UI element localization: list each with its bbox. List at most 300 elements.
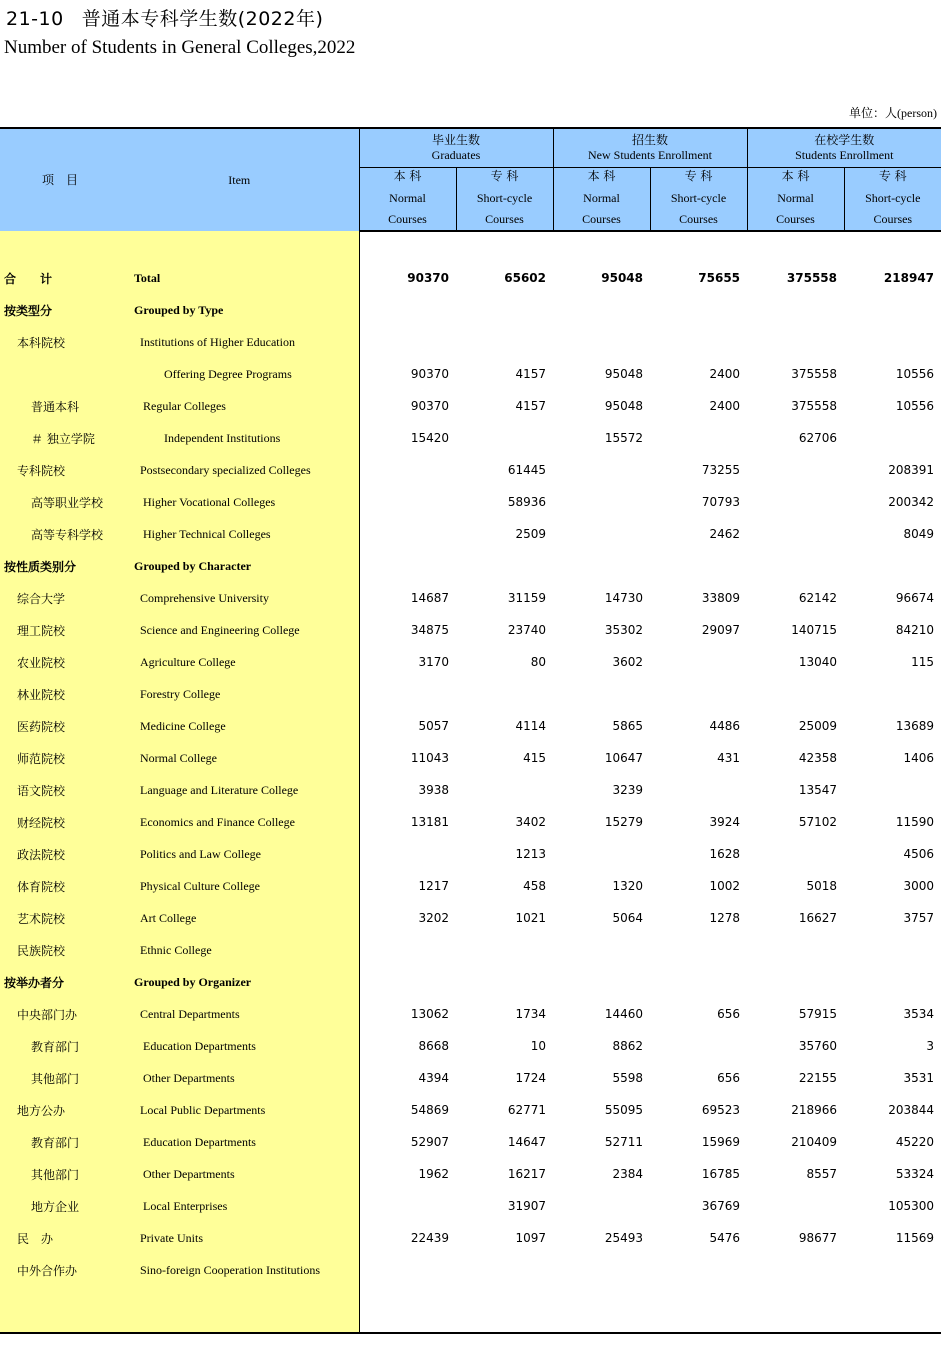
value-cell: [359, 966, 456, 998]
value-cell: 52907: [410, 1135, 449, 1149]
unit-label: [849, 104, 937, 121]
row-label-zh: 合 计: [0, 262, 120, 294]
row-label-zh: 医药院校: [0, 710, 120, 742]
value-cell: 4394: [418, 1071, 449, 1085]
value-cell: [359, 454, 456, 486]
sub-header-en2: Courses: [776, 211, 815, 226]
table-row: [0, 1126, 941, 1158]
value-cell: 3924: [709, 815, 741, 829]
value-cell: [747, 454, 844, 486]
spacer-cell: [456, 231, 553, 262]
value-cell: 73255: [701, 463, 741, 477]
row-label-zh: 高等专科学校: [0, 518, 120, 550]
value-cell: [650, 1254, 747, 1286]
value-cell: 33809: [701, 591, 741, 605]
sub-header-zh: 本 科: [587, 168, 616, 183]
value-cell: [844, 678, 941, 710]
row-label-zh: 体育院校: [0, 870, 120, 902]
header-short-cycle-courses: [650, 168, 747, 232]
value-cell: [747, 678, 844, 710]
value-cell: 45220: [895, 1135, 935, 1149]
value-cell: 140715: [791, 623, 838, 637]
value-cell: 210409: [791, 1135, 838, 1149]
table-body: [0, 231, 941, 1333]
value-cell: 10556: [895, 367, 935, 381]
value-cell: [553, 454, 650, 486]
group-zh: 毕业生数: [431, 133, 480, 147]
row-label-zh: [0, 358, 120, 390]
value-cell: [553, 838, 650, 870]
value-cell: 57102: [798, 815, 838, 829]
value-cell: 13181: [410, 815, 449, 829]
header-group-graduates: [359, 128, 553, 168]
header-normal-courses: [747, 168, 844, 232]
value-cell: 1724: [515, 1071, 546, 1085]
value-cell: 16785: [701, 1167, 741, 1181]
value-cell: [747, 486, 844, 518]
padding-cell: [0, 1286, 120, 1333]
row-label-en: Grouped by Type: [120, 294, 359, 326]
value-cell: 11043: [410, 751, 449, 765]
value-cell: [553, 1254, 650, 1286]
row-label-en: Comprehensive University: [120, 582, 359, 614]
value-cell: 10: [530, 1039, 546, 1053]
value-cell: [650, 1030, 747, 1062]
value-cell: 10647: [604, 751, 643, 765]
value-cell: [456, 966, 553, 998]
table-row: [0, 1094, 941, 1126]
value-cell: 4114: [515, 719, 546, 733]
value-cell: 218947: [883, 271, 935, 285]
row-label-en: Local Enterprises: [120, 1190, 359, 1222]
value-cell: 8862: [612, 1039, 643, 1053]
row-label-en: Central Departments: [120, 998, 359, 1030]
value-cell: [650, 966, 747, 998]
value-cell: 656: [717, 1071, 741, 1085]
value-cell: 95048: [601, 271, 643, 285]
table-row: [0, 358, 941, 390]
table-row: [0, 1062, 941, 1094]
sub-header-en2: Courses: [873, 211, 913, 226]
value-cell: [650, 774, 747, 806]
group-en: Graduates: [431, 148, 481, 162]
value-cell: [844, 326, 941, 358]
value-cell: 1217: [418, 879, 449, 893]
value-cell: 4506: [903, 847, 935, 861]
value-cell: [359, 486, 456, 518]
title-zh-text: 普通本专科学生数(2022年): [81, 8, 324, 30]
value-cell: 3402: [515, 815, 546, 829]
row-label-en: Sino-foreign Cooperation Institutions: [120, 1254, 359, 1286]
value-cell: 4486: [709, 719, 741, 733]
sub-header-en2: Courses: [485, 211, 524, 226]
value-cell: [553, 326, 650, 358]
value-cell: 8557: [806, 1167, 838, 1181]
unit-zh: 单位：人: [849, 106, 898, 120]
header-group-enrollment: [747, 128, 941, 168]
row-label-zh: 普通本科: [0, 390, 120, 422]
value-cell: [844, 422, 941, 454]
table-row: [0, 614, 941, 646]
sub-header-zh: 专 科: [684, 168, 713, 183]
value-cell: 22439: [410, 1231, 449, 1245]
group-zh: 在校学生数: [814, 133, 875, 147]
spacer-cell: [650, 231, 747, 262]
value-cell: 656: [717, 1007, 741, 1021]
value-cell: 2384: [612, 1167, 643, 1181]
value-cell: 54869: [410, 1103, 449, 1117]
value-cell: [553, 518, 650, 550]
value-cell: 84210: [895, 623, 935, 637]
value-cell: [553, 966, 650, 998]
value-cell: 8668: [418, 1039, 449, 1053]
header-item-en: Item: [120, 128, 359, 231]
value-cell: 16627: [798, 911, 838, 925]
padding-cell: [553, 1286, 650, 1333]
value-cell: 1628: [709, 847, 741, 861]
value-cell: 69523: [701, 1103, 741, 1117]
value-cell: 1002: [709, 879, 741, 893]
row-label-zh: 语文院校: [0, 774, 120, 806]
value-cell: 13062: [410, 1007, 449, 1021]
sub-header-en1: Short-cycle: [476, 190, 533, 205]
row-label-zh: 教育部门: [0, 1030, 120, 1062]
row-label-zh: 本科院校: [0, 326, 120, 358]
row-label-en: Ethnic College: [120, 934, 359, 966]
row-label-en: Higher Vocational Colleges: [120, 486, 359, 518]
table-row: [0, 1222, 941, 1254]
unit-en: (person): [897, 106, 937, 120]
value-cell: 208391: [888, 463, 935, 477]
spacer-cell: [120, 231, 359, 262]
group-zh: 招生数: [632, 133, 669, 147]
value-cell: [747, 966, 844, 998]
value-cell: [359, 934, 456, 966]
value-cell: 90370: [407, 271, 449, 285]
value-cell: 2400: [709, 399, 741, 413]
spacer-cell: [553, 231, 650, 262]
row-label-en: Education Departments: [120, 1126, 359, 1158]
value-cell: 1021: [515, 911, 546, 925]
value-cell: 58936: [507, 495, 546, 509]
header-normal-courses: [359, 168, 456, 232]
row-label-en: Politics and Law College: [120, 838, 359, 870]
value-cell: [359, 550, 456, 582]
spacer-cell: [0, 231, 120, 262]
table-row: [0, 742, 941, 774]
table-row: [0, 486, 941, 518]
row-label-zh: 政法院校: [0, 838, 120, 870]
value-cell: 115: [911, 655, 935, 669]
value-cell: 105300: [888, 1199, 935, 1213]
header-short-cycle-courses: [456, 168, 553, 232]
row-label-en: Economics and Finance College: [120, 806, 359, 838]
table-header: [0, 128, 941, 231]
value-cell: 13689: [895, 719, 935, 733]
value-cell: [844, 294, 941, 326]
value-cell: 5064: [612, 911, 643, 925]
page-title-zh: [6, 4, 323, 31]
value-cell: 62706: [798, 431, 838, 445]
value-cell: 61445: [507, 463, 546, 477]
value-cell: [650, 294, 747, 326]
value-cell: 4157: [515, 367, 546, 381]
row-label-zh: 按性质类别分: [0, 550, 120, 582]
value-cell: [359, 678, 456, 710]
value-cell: 3534: [903, 1007, 935, 1021]
value-cell: 75655: [698, 271, 741, 285]
table-row: [0, 838, 941, 870]
value-cell: 10556: [895, 399, 935, 413]
table-row: [0, 806, 941, 838]
sub-header-zh: 本 科: [781, 168, 810, 183]
value-cell: 3170: [418, 655, 449, 669]
value-cell: [747, 518, 844, 550]
value-cell: [553, 934, 650, 966]
table-row: [0, 1030, 941, 1062]
header-group-new-enrollment: [553, 128, 747, 168]
row-label-zh: 财经院校: [0, 806, 120, 838]
sub-header-en1: Short-cycle: [865, 190, 921, 205]
row-label-en: Art College: [120, 902, 359, 934]
data-table: [0, 127, 941, 1334]
value-cell: [844, 1254, 941, 1286]
value-cell: [359, 294, 456, 326]
value-cell: [747, 838, 844, 870]
padding-cell: [456, 1286, 553, 1333]
value-cell: [359, 1190, 456, 1222]
value-cell: [747, 326, 844, 358]
row-label-en: Grouped by Organizer: [120, 966, 359, 998]
row-label-zh: 其他部门: [0, 1062, 120, 1094]
value-cell: [456, 774, 553, 806]
value-cell: 52711: [604, 1135, 643, 1149]
value-cell: 90370: [410, 399, 449, 413]
value-cell: 3202: [418, 911, 449, 925]
value-cell: 14730: [604, 591, 643, 605]
value-cell: 35302: [604, 623, 643, 637]
row-label-en: Regular Colleges: [120, 390, 359, 422]
row-label-en: Other Departments: [120, 1062, 359, 1094]
row-label-zh: 民 办: [0, 1222, 120, 1254]
value-cell: 34875: [410, 623, 449, 637]
padding-cell: [747, 1286, 844, 1333]
value-cell: 25009: [798, 719, 838, 733]
table-row: [0, 1158, 941, 1190]
value-cell: [456, 678, 553, 710]
value-cell: 35760: [798, 1039, 838, 1053]
table-row: [0, 454, 941, 486]
value-cell: 95048: [604, 367, 643, 381]
padding-cell: [650, 1286, 747, 1333]
row-label-en: Science and Engineering College: [120, 614, 359, 646]
spacer-row: [0, 231, 941, 262]
row-label-zh: 高等职业学校: [0, 486, 120, 518]
table-row: [0, 678, 941, 710]
group-en: Students Enrollment: [795, 148, 894, 162]
table-row: [0, 1190, 941, 1222]
value-cell: 11569: [895, 1231, 935, 1245]
table-row: [0, 262, 941, 294]
value-cell: 36769: [701, 1199, 741, 1213]
value-cell: 23740: [507, 623, 546, 637]
row-label-en: Education Departments: [120, 1030, 359, 1062]
table-row: [0, 902, 941, 934]
table-row: [0, 326, 941, 358]
row-label-zh: 地方公办: [0, 1094, 120, 1126]
row-label-zh: 地方企业: [0, 1190, 120, 1222]
padding-cell: [120, 1286, 359, 1333]
value-cell: 3938: [418, 783, 449, 797]
value-cell: 8049: [903, 527, 935, 541]
table-row: [0, 550, 941, 582]
row-label-en: Total: [120, 262, 359, 294]
sub-header-en1: Normal: [389, 190, 426, 205]
row-label-en: Forestry College: [120, 678, 359, 710]
row-label-en: Local Public Departments: [120, 1094, 359, 1126]
table-row: [0, 998, 941, 1030]
value-cell: [650, 934, 747, 966]
table-row: [0, 774, 941, 806]
row-label-zh: 教育部门: [0, 1126, 120, 1158]
value-cell: 375558: [791, 399, 838, 413]
value-cell: 55095: [604, 1103, 643, 1117]
sub-header-zh: 专 科: [878, 168, 907, 183]
value-cell: 375558: [786, 271, 838, 285]
value-cell: 431: [717, 751, 741, 765]
value-cell: [359, 518, 456, 550]
value-cell: 98677: [798, 1231, 838, 1245]
value-cell: [456, 934, 553, 966]
group-en: New Students Enrollment: [588, 148, 712, 162]
row-label-zh: 理工院校: [0, 614, 120, 646]
padding-cell: [359, 1286, 456, 1333]
value-cell: 5598: [612, 1071, 643, 1085]
row-label-zh: 农业院校: [0, 646, 120, 678]
value-cell: 415: [523, 751, 546, 765]
sub-header-zh: 专 科: [490, 168, 519, 183]
row-label-zh: 林业院校: [0, 678, 120, 710]
bottom-padding-row: [0, 1286, 941, 1333]
value-cell: 5476: [709, 1231, 741, 1245]
value-cell: [359, 838, 456, 870]
row-label-en: Higher Technical Colleges: [120, 518, 359, 550]
value-cell: [650, 678, 747, 710]
sub-header-zh: 本 科: [393, 168, 422, 183]
value-cell: [844, 550, 941, 582]
value-cell: 5865: [612, 719, 643, 733]
value-cell: [747, 1254, 844, 1286]
value-cell: 458: [523, 879, 546, 893]
row-label-zh: 其他部门: [0, 1158, 120, 1190]
value-cell: 3000: [903, 879, 935, 893]
value-cell: 14647: [507, 1135, 546, 1149]
header-short-cycle-courses: [844, 168, 941, 232]
value-cell: 15279: [604, 815, 643, 829]
value-cell: 1734: [515, 1007, 546, 1021]
row-label-en: Postsecondary specialized Colleges: [120, 454, 359, 486]
table-row: [0, 294, 941, 326]
row-label-en: Medicine College: [120, 710, 359, 742]
table-row: [0, 934, 941, 966]
value-cell: [456, 1254, 553, 1286]
header-normal-courses: [553, 168, 650, 232]
value-cell: 42358: [798, 751, 838, 765]
value-cell: 62771: [507, 1103, 546, 1117]
sub-header-en2: Courses: [679, 211, 718, 226]
table-row: [0, 646, 941, 678]
row-label-en: Institutions of Higher Education: [120, 326, 359, 358]
spacer-cell: [844, 231, 941, 262]
value-cell: [359, 326, 456, 358]
value-cell: 3757: [903, 911, 935, 925]
value-cell: 3: [926, 1039, 935, 1053]
value-cell: [456, 294, 553, 326]
value-cell: 200342: [888, 495, 935, 509]
page-title-en: Number of Students in General Colleges,2022: [4, 37, 356, 58]
value-cell: 13547: [798, 783, 838, 797]
sub-header-en2: Courses: [388, 211, 427, 226]
value-cell: [747, 550, 844, 582]
value-cell: 1406: [903, 751, 935, 765]
value-cell: [456, 550, 553, 582]
row-label-en: Language and Literature College: [120, 774, 359, 806]
value-cell: 1213: [515, 847, 546, 861]
value-cell: [456, 422, 553, 454]
row-label-zh: 师范院校: [0, 742, 120, 774]
value-cell: [650, 550, 747, 582]
spacer-cell: [747, 231, 844, 262]
row-label-zh: 民族院校: [0, 934, 120, 966]
value-cell: 15969: [701, 1135, 741, 1149]
sub-header-en1: Short-cycle: [670, 190, 727, 205]
sub-header-en2: Courses: [582, 211, 621, 226]
row-label-en: Independent Institutions: [120, 422, 359, 454]
value-cell: 2462: [709, 527, 741, 541]
row-label-zh: 按类型分: [0, 294, 120, 326]
value-cell: 25493: [604, 1231, 643, 1245]
value-cell: [844, 774, 941, 806]
value-cell: [553, 550, 650, 582]
padding-cell: [844, 1286, 941, 1333]
row-label-en: Physical Culture College: [120, 870, 359, 902]
table-row: [0, 710, 941, 742]
row-label-zh: 中外合作办: [0, 1254, 120, 1286]
row-label-zh: 专科院校: [0, 454, 120, 486]
value-cell: 29097: [701, 623, 741, 637]
value-cell: 1097: [515, 1231, 546, 1245]
row-label-en: Other Departments: [120, 1158, 359, 1190]
value-cell: 2400: [709, 367, 741, 381]
value-cell: [553, 294, 650, 326]
sub-header-en1: Normal: [583, 190, 620, 205]
value-cell: 3531: [903, 1071, 935, 1085]
value-cell: 1320: [612, 879, 643, 893]
value-cell: [747, 934, 844, 966]
value-cell: [747, 294, 844, 326]
value-cell: 375558: [791, 367, 838, 381]
table-row: [0, 518, 941, 550]
value-cell: 62142: [798, 591, 838, 605]
value-cell: [650, 422, 747, 454]
table-row: [0, 422, 941, 454]
value-cell: 1278: [709, 911, 741, 925]
value-cell: [456, 326, 553, 358]
value-cell: 11590: [895, 815, 935, 829]
value-cell: 70793: [701, 495, 741, 509]
value-cell: 80: [530, 655, 546, 669]
value-cell: [650, 646, 747, 678]
